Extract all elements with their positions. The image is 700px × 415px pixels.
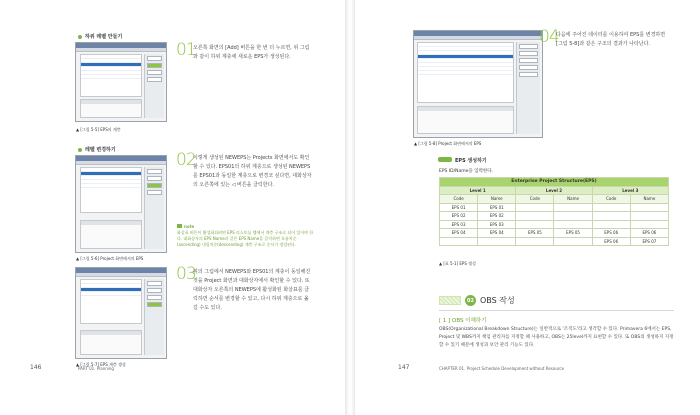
step-number-03: 03 bbox=[176, 264, 196, 284]
table-cell: EPS 06 bbox=[592, 229, 630, 238]
table-cell bbox=[630, 203, 668, 212]
section-number: 02 bbox=[465, 295, 476, 306]
screenshot-eps-final bbox=[413, 30, 543, 138]
table-cell: EPS 04 bbox=[478, 229, 516, 238]
table-row bbox=[440, 229, 669, 238]
table-col-header: Code bbox=[516, 195, 554, 204]
table-cell bbox=[592, 203, 630, 212]
table-col-header: Name bbox=[630, 195, 668, 204]
step-number-04: 04 bbox=[539, 27, 559, 47]
step-text-02: 이렇게 생성된 NEWEPS는 Projects 화면에서도 확인할 수 있다. EPS01의 하위 계층으로 생성된 NEWEPS를 EPS01과 동일한 계층으로 변경코 싶다면, 대화상자의 오른쪽에 있는 ◁ 버튼을 클릭한다. bbox=[193, 155, 312, 188]
step-text-04: 다음에 주어진 데이터를 이용하여 EPS를 변경하면 [그림 5-8]과 같은 구조의 결과가 나타난다. bbox=[556, 32, 666, 47]
table-cell bbox=[554, 237, 592, 246]
body-paragraph-obs: OBS(Organizational Breakdown Structure)는 일반적으로 '조직도'라고 생각할 수 있다. Primavera 6에서는 EPS, Project 및 WBS까지 책임 관리자를 지정할 때 사용하고, OBS는 25level까지 표현할 수 있다. 또 OBS의 생성하지 지정할 수 있기 때문에 생성과 보안 관리 기능도 있다. bbox=[439, 327, 674, 348]
step-text-03: 위의 그림에서 NEWEPS와 EPS01의 계층이 동일해진 것을 Project 화면과 대화상자에서 확인할 수 있다. 또 대화상자 오른쪽의 NEWEPS에 활성화된 화살표를 클릭하면 순서를 변경할 수 있고, 다시 하위 계층으로 옮길 수도 있다. bbox=[193, 269, 311, 311]
table-cell: EPS 03 bbox=[478, 220, 516, 229]
pattern-box-icon bbox=[439, 296, 461, 305]
figure-caption-5-8: ▲ [그림 5-8] Project 화면에서의 EPS bbox=[414, 141, 482, 146]
table-cell bbox=[478, 237, 516, 246]
note-box: note 화살표 버튼이 활성화되려면 EPS 리스트를 탭에서 계층 구조로 되어 있어야 한다. 대화상자의 EPS Name과 같은 EPS Name을 클릭하면 오름차순(ascending) 내림차순(descending) 계층 구조로 순서가 정렬된다. bbox=[177, 224, 317, 248]
eps-table bbox=[439, 177, 669, 246]
table-cell: EPS 05 bbox=[554, 229, 592, 238]
figure-caption-5-5: ▲ [그림 5-5] EPS의 계층 bbox=[76, 127, 121, 132]
table-cell bbox=[554, 212, 592, 221]
table-title: Enterprise Project Structure(EPS) bbox=[440, 178, 669, 187]
section-divider bbox=[439, 310, 674, 311]
table-cell bbox=[630, 220, 668, 229]
table-row bbox=[440, 212, 669, 221]
table-cell: EPS 02 bbox=[478, 212, 516, 221]
table-cell: EPS 04 bbox=[440, 229, 478, 238]
step-text-01: 오른쪽 화면의 [Add] 버튼을 한 번 더 누르면, 위 그림과 같이 하위 계층에 새로운 EPS가 생성된다. bbox=[193, 45, 310, 60]
left-page bbox=[0, 0, 345, 415]
table-col-header: Code bbox=[440, 195, 478, 204]
section-title: OBS 작성 bbox=[480, 296, 515, 305]
table-tag-title: EPS 생성하기 bbox=[455, 158, 487, 164]
table-subtitle: EPS ID/Name을 입력한다. bbox=[439, 169, 494, 174]
book-spine bbox=[345, 0, 355, 415]
section-heading-change-level: 레벨 변경하기 bbox=[78, 146, 116, 153]
table-cell: EPS 01 bbox=[440, 203, 478, 212]
table-row bbox=[440, 237, 669, 246]
table-cell bbox=[440, 237, 478, 246]
table-cell: EPS 05 bbox=[516, 229, 554, 238]
figure-caption-5-6: ▲ [그림 5-6] Project 화면에서의 EPS bbox=[76, 256, 144, 261]
section-heading-sublevel: 하위 레벨 만들기 bbox=[78, 33, 122, 40]
step-number-01: 01 bbox=[176, 40, 196, 60]
table-cell bbox=[516, 212, 554, 221]
bullet-dot-icon bbox=[78, 35, 82, 39]
table-level-3: Level 3 bbox=[592, 186, 668, 195]
table-cell bbox=[554, 220, 592, 229]
table-cell: EPS 07 bbox=[630, 237, 668, 246]
table-caption-5-1: ▲ [표 5-1] EPS 생성 bbox=[439, 261, 476, 266]
table-cell bbox=[592, 212, 630, 221]
page-number-left: 146 bbox=[30, 364, 42, 371]
sub-heading-obs: [ 1 ] OBS 이해하기 bbox=[439, 318, 487, 324]
table-col-header: Code bbox=[592, 195, 630, 204]
table-row bbox=[440, 203, 669, 212]
table-level-1: Level 1 bbox=[440, 186, 516, 195]
table-cell bbox=[630, 212, 668, 221]
note-text: 화살표 버튼이 활성화되려면 EPS 리스트를 탭에서 계층 구조로 되어 있어야 한다. 대화상자의 EPS Name과 같은 EPS Name을 클릭하면 오름차순(ascending) 내림차순(descending) 계층 구조로 순서가 정렬된다. bbox=[177, 230, 314, 247]
screenshot-eps-level-create bbox=[75, 267, 167, 359]
figure-caption-5-7: ▲ [그림 5-7] EPS 계층 생성 bbox=[76, 362, 126, 367]
table-cell bbox=[516, 237, 554, 246]
table-level-2: Level 2 bbox=[516, 186, 592, 195]
table-cell bbox=[516, 220, 554, 229]
footer-left: PART 01. Planning bbox=[78, 366, 114, 371]
table-cell: EPS 01 bbox=[478, 203, 516, 212]
bullet-dot-icon bbox=[78, 148, 82, 152]
table-cell: EPS 02 bbox=[440, 212, 478, 221]
table-cell: EPS 06 bbox=[592, 237, 630, 246]
right-page bbox=[355, 0, 700, 415]
table-tag bbox=[438, 157, 452, 162]
table-cell bbox=[516, 203, 554, 212]
table-cell bbox=[592, 220, 630, 229]
section-badge-02 bbox=[439, 295, 515, 306]
table-row bbox=[440, 220, 669, 229]
screenshot-eps-hierarchy bbox=[75, 42, 167, 122]
table-col-header: Name bbox=[478, 195, 516, 204]
table-cell: EPS 03 bbox=[440, 220, 478, 229]
table-cell bbox=[554, 203, 592, 212]
screenshot-project-eps bbox=[75, 155, 167, 253]
footer-right: CHAPTER 01. Project Schedule Development without Resource bbox=[439, 366, 565, 371]
step-number-02: 02 bbox=[176, 150, 196, 170]
table-col-header: Name bbox=[554, 195, 592, 204]
note-icon bbox=[177, 224, 182, 228]
table-cell: EPS 06 bbox=[630, 229, 668, 238]
page-number-right: 147 bbox=[398, 364, 410, 371]
